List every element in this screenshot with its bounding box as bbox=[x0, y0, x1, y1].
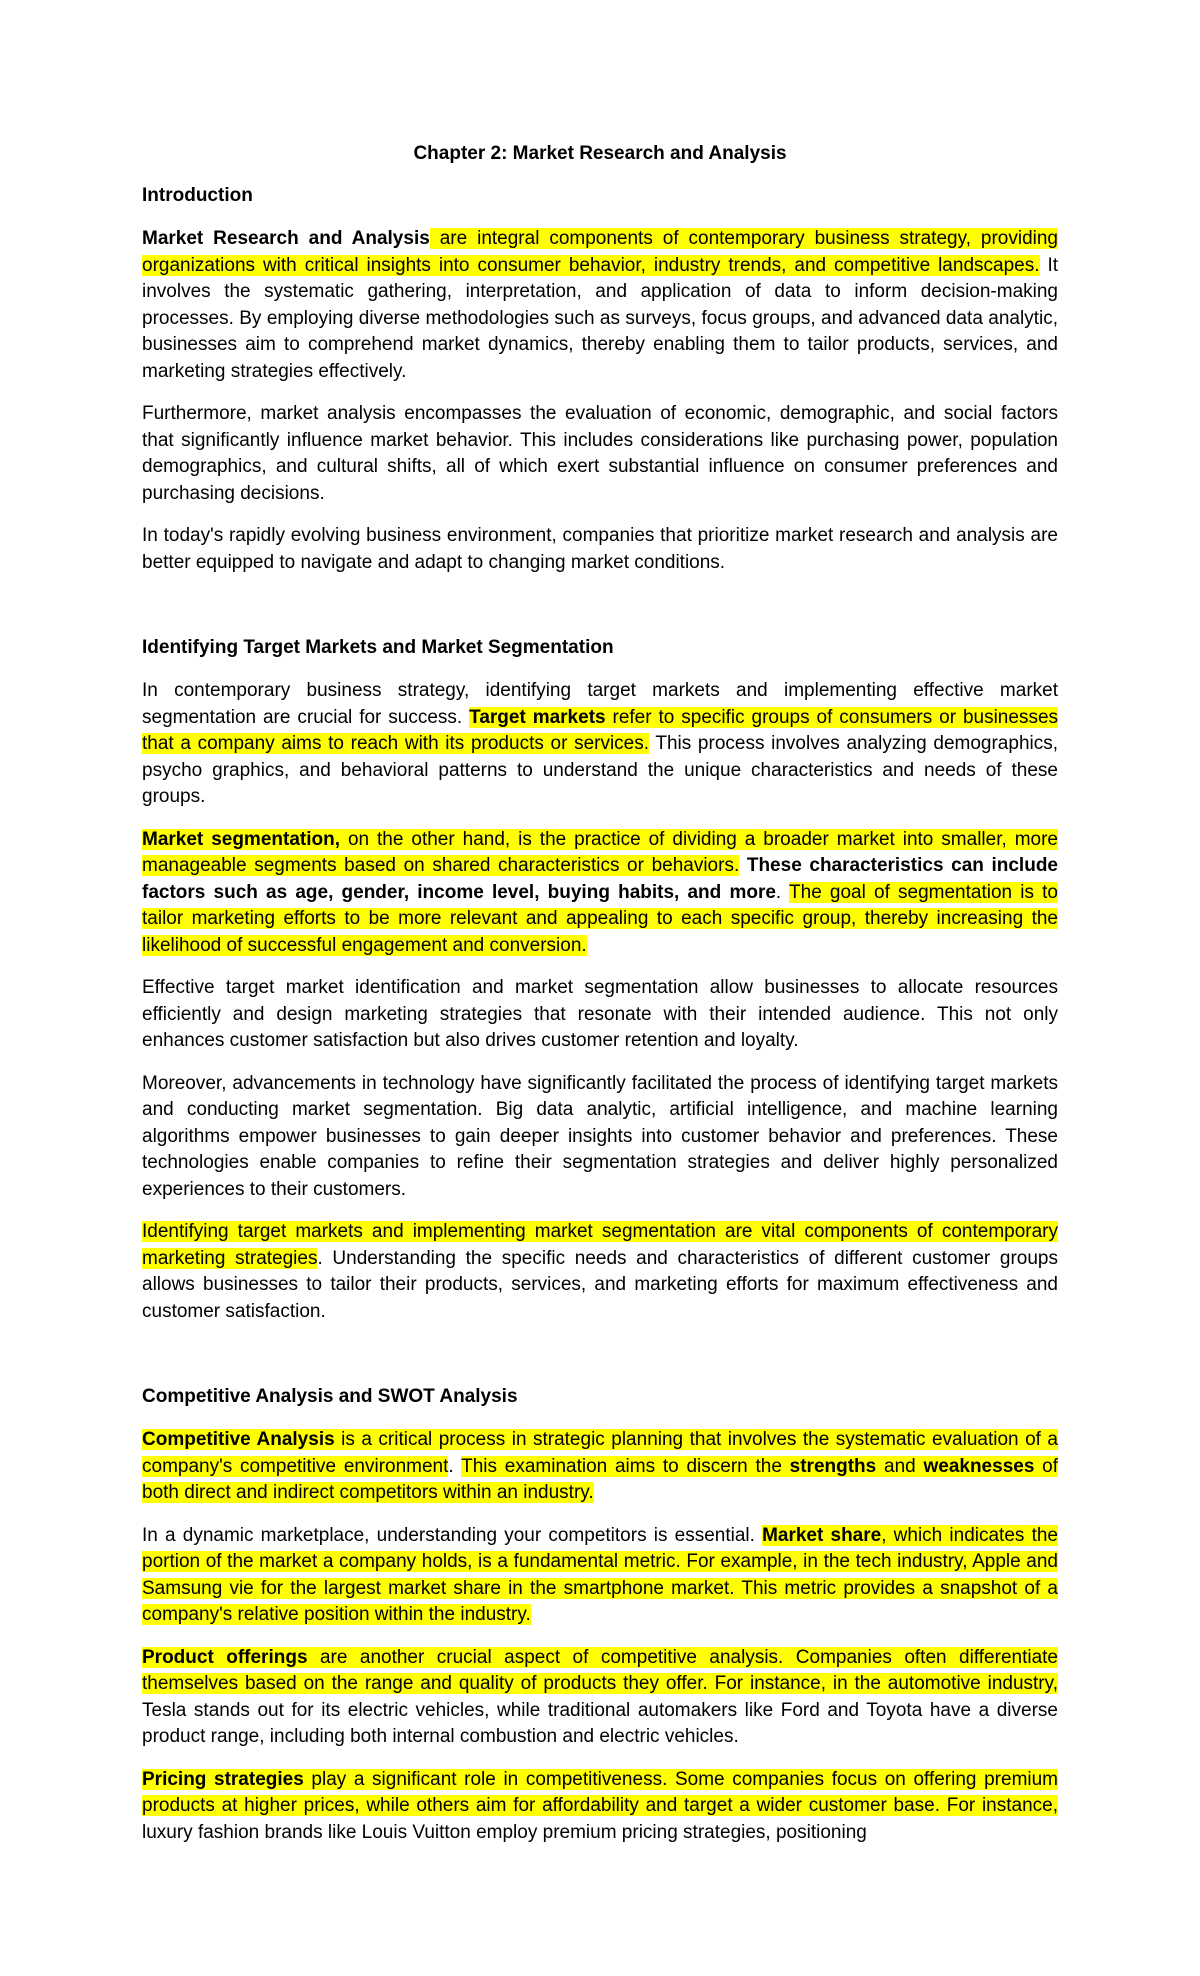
paragraph bbox=[142, 1645, 1058, 1751]
paragraph bbox=[142, 226, 1058, 385]
text-run: It involves the systematic gathering, interpretation, and application of data to inform decision-making processes. By employing diverse methodologies such as surveys, focus groups, and advanced data analytic, businesses aim to comprehend market dynamics, thereby enabling them to tailor products, services, and marketing strategies effectively. bbox=[142, 254, 1059, 382]
highlighted-text: and bbox=[876, 1455, 924, 1477]
highlighted-text: Identifying target markets and implementing market segmentation are vital components of contemporary marketing strategies bbox=[142, 1221, 1058, 1269]
text-run: . Understanding the specific needs and characteristics of different customer groups allows businesses to tailor their products, services, and marketing efforts for maximum effectiveness and customer satisfaction. bbox=[142, 1247, 1058, 1322]
text-run: In contemporary business strategy, identifying target markets and implementing effective market segmentation are crucial for success. bbox=[142, 680, 1058, 728]
highlighted-text: of both direct and indirect competitors within an industry. bbox=[142, 1455, 1058, 1503]
text-run: In a dynamic marketplace, understanding your competitors is essential. bbox=[142, 1524, 763, 1546]
section-spacer bbox=[142, 592, 1058, 636]
paragraph bbox=[142, 1523, 1058, 1629]
section-heading: Introduction bbox=[142, 185, 253, 206]
highlighted-text: Competitive Analysis bbox=[142, 1429, 335, 1450]
paragraph bbox=[142, 1767, 1058, 1847]
highlighted-text: play a significant role in competitiveness. Some companies focus on offering premium products at higher prices, while others aim for affordability and target a wider customer base. For instance, bbox=[142, 1768, 1059, 1816]
text-run: Furthermore, market analysis encompasses the evaluation of economic, demographic, and social factors that significantly influence market behavior. This includes considerations like purchasing power, population demographics, and cultural shifts, all of which exert substantial influence on consumer preferences and purchasing decisions. bbox=[142, 403, 1058, 504]
section bbox=[142, 636, 1058, 1325]
text-run: In today's rapidly evolving business environment, companies that prioritize market research and analysis are better equipped to navigate and adapt to changing market conditions. bbox=[142, 525, 1058, 573]
chapter-title: Chapter 2: Market Research and Analysis bbox=[413, 143, 787, 164]
highlighted-text: refer to specific groups of consumers or businesses that a company aims to reach with its products or services. bbox=[142, 706, 1059, 754]
highlighted-text: are integral components of contemporary business strategy, providing organizations with critical insights into consumer behavior, industry trends, and competitive landscapes. bbox=[142, 228, 1058, 276]
paragraph bbox=[142, 827, 1058, 960]
paragraph bbox=[142, 1219, 1058, 1325]
text-run: . bbox=[448, 1455, 462, 1477]
bold-text: Market Research and Analysis bbox=[142, 228, 430, 249]
paragraph bbox=[142, 975, 1058, 1055]
highlighted-text: are another crucial aspect of competitive analysis. Companies often differentiate themselves based on the range and quality of products they offer. For instance, in the automotive industry, bbox=[142, 1646, 1058, 1694]
highlighted-text: Pricing strategies bbox=[142, 1768, 304, 1790]
paragraph bbox=[142, 1427, 1058, 1507]
highlighted-text: strengths bbox=[789, 1455, 877, 1477]
paragraph bbox=[142, 678, 1058, 811]
section bbox=[142, 184, 1058, 576]
section-spacer bbox=[142, 1341, 1058, 1385]
section-heading: Competitive Analysis and SWOT Analysis bbox=[142, 1386, 518, 1407]
highlighted-text: is a critical process in strategic planning that involves the systematic evaluation of a company's competitive environment bbox=[142, 1429, 1058, 1477]
paragraph bbox=[142, 523, 1058, 576]
highlighted-text: This examination aims to discern the bbox=[461, 1455, 790, 1477]
paragraph bbox=[142, 401, 1058, 507]
section bbox=[142, 1385, 1058, 1846]
paragraph bbox=[142, 1071, 1058, 1204]
section-heading: Identifying Target Markets and Market Segmentation bbox=[142, 637, 614, 658]
highlighted-text: Market segmentation, bbox=[142, 828, 340, 850]
highlighted-text: weaknesses bbox=[923, 1455, 1035, 1477]
text-run: Moreover, advancements in technology have significantly facilitated the process of identifying target markets and conducting market segmentation. Big data analytic, artificial intelligence, and machine learning algorithms empower businesses to gain deeper insights into customer behavior and preferences. These technologies enable companies to refine their segmentation strategies and deliver highly personalized experiences to their customers. bbox=[142, 1072, 1058, 1200]
highlighted-text: Target markets bbox=[469, 706, 606, 728]
bold-text: These characteristics can include factors such as age, gender, income level, buying habits, and more bbox=[142, 855, 1058, 903]
highlighted-text: , which indicates the portion of the market a company holds, is a fundamental metric. For example, in the tech industry, Apple and Samsung vie for the largest market share in the smartphone market. This metric provides a snapshot of a company's relative position within the industry. bbox=[142, 1524, 1058, 1625]
highlighted-text: The goal of segmentation is to tailor marketing efforts to be more relevant and appealing to each specific group, thereby increasing the likelihood of successful engagement and conversion. bbox=[142, 881, 1059, 956]
text-run: This process involves analyzing demographics, psycho graphics, and behavioral patterns to understand the unique characteristics and needs of these groups. bbox=[142, 733, 1059, 807]
text-run: Tesla stands out for its electric vehicles, while traditional automakers like Ford and Toyota have a diverse product range, including both internal combustion and electric vehicles. bbox=[142, 1699, 1058, 1747]
text-run: luxury fashion brands like Louis Vuitton employ premium pricing strategies, positioning bbox=[142, 1821, 867, 1843]
text-run: Effective target market identification and market segmentation allow businesses to allocate resources efficiently and design marketing strategies that resonate with their intended audience. This not only enhances customer satisfaction but also drives customer retention and loyalty. bbox=[142, 977, 1058, 1051]
document-body bbox=[142, 184, 1058, 1846]
highlighted-text: on the other hand, is the practice of dividing a broader market into smaller, more manageable segments based on shared characteristics or behaviors. bbox=[142, 828, 1059, 876]
text-run: . bbox=[775, 881, 790, 903]
highlighted-text: Market share bbox=[762, 1524, 882, 1546]
highlighted-text: Product offerings bbox=[142, 1646, 308, 1668]
